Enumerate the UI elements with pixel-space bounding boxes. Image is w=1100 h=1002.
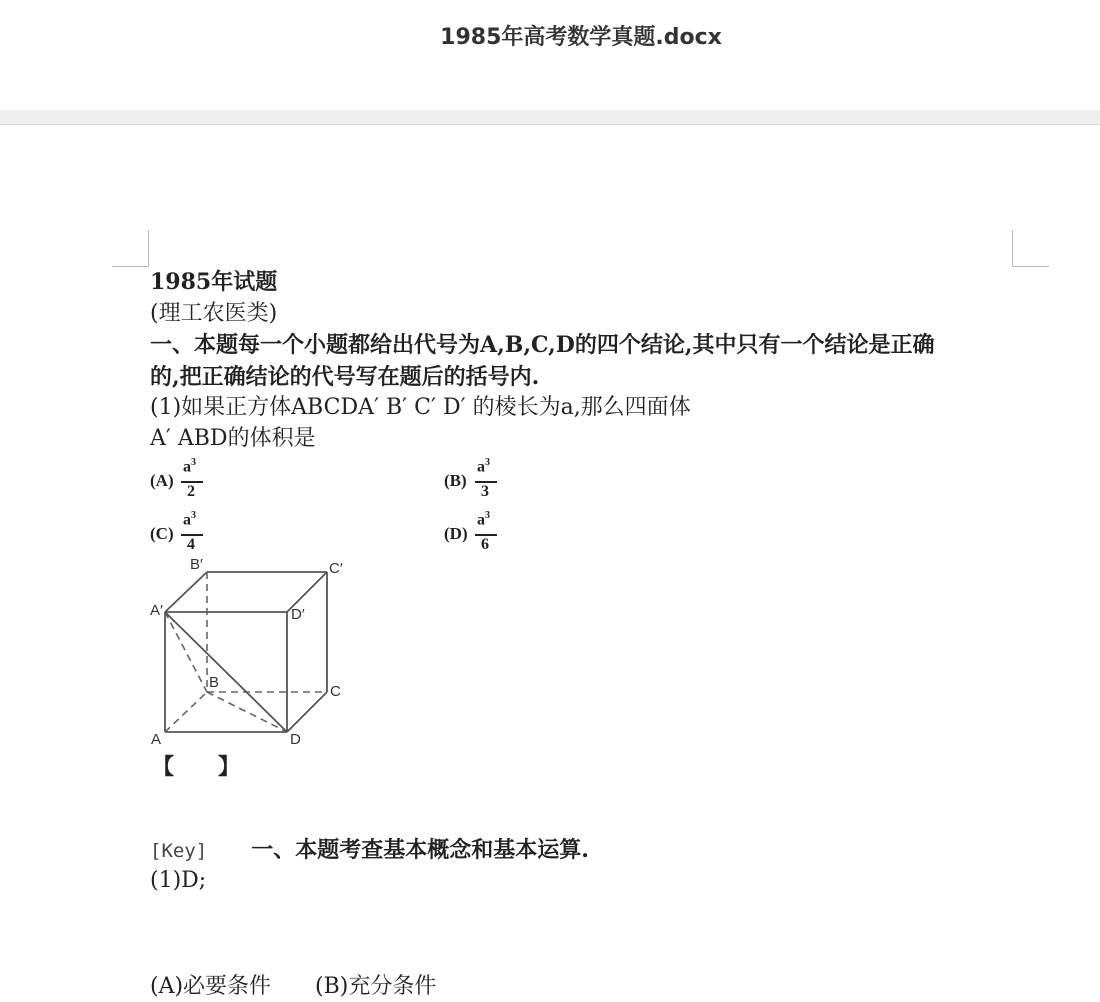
option-numerator: $a^3$ [477,510,490,529]
key-answer: (1)D; [150,868,207,893]
label-c-prime: C′ [329,560,343,577]
option-label: (A) [150,471,174,490]
option-label: (C) [150,524,174,543]
label-b: B [209,674,220,691]
label-d-prime: D′ [291,606,305,623]
label-b-prime: B′ [190,557,203,573]
option-denominator: 4 [187,536,195,553]
question-1-line-2: A′ ABD的体积是 [150,426,316,451]
margin-corner-left [112,230,149,267]
option-numerator: $a^3$ [183,510,196,529]
option-denominator: 2 [187,483,195,500]
label-a: A [151,731,162,747]
key-tag: [Key] [150,840,208,862]
option-label: (B) [444,471,467,490]
next-question-options: (A)必要条件 (B)充分条件 [150,974,437,999]
option-numerator: $a^3$ [183,457,196,476]
label-a-prime: A′ [150,602,163,619]
key-text: 一、本题考查基本概念和基本运算. [251,837,589,863]
toolbar-separator [0,110,1100,125]
key-line [150,835,589,866]
exam-heading: 1985年试题 [150,269,278,295]
option-numerator: $a^3$ [477,457,490,476]
option-label: (D) [444,524,468,543]
instruction-line-2: 的,把正确结论的代号写在题后的括号内. [150,364,540,390]
document-page[interactable] [0,125,1100,999]
label-d: D [290,731,301,747]
exam-subheading: (理工农医类) [150,301,278,326]
margin-corner-right [1012,230,1049,267]
instruction-line-1: 一、本题每一个小题都给出代号为A,B,C,D的四个结论,其中只有一个结论是正确 [150,332,935,358]
cube-figure [145,557,360,747]
title-bar [0,0,1100,110]
document-title: 1985年高考数学真题.docx [440,25,722,50]
option-denominator: 6 [481,536,489,553]
question-1-line-1: (1)如果正方体ABCDA′ B′ C′ D′ 的棱长为a,那么四面体 [150,395,691,420]
answer-bracket: 【 】 [152,754,241,780]
option-denominator: 3 [481,483,489,500]
label-c: C [330,683,341,700]
